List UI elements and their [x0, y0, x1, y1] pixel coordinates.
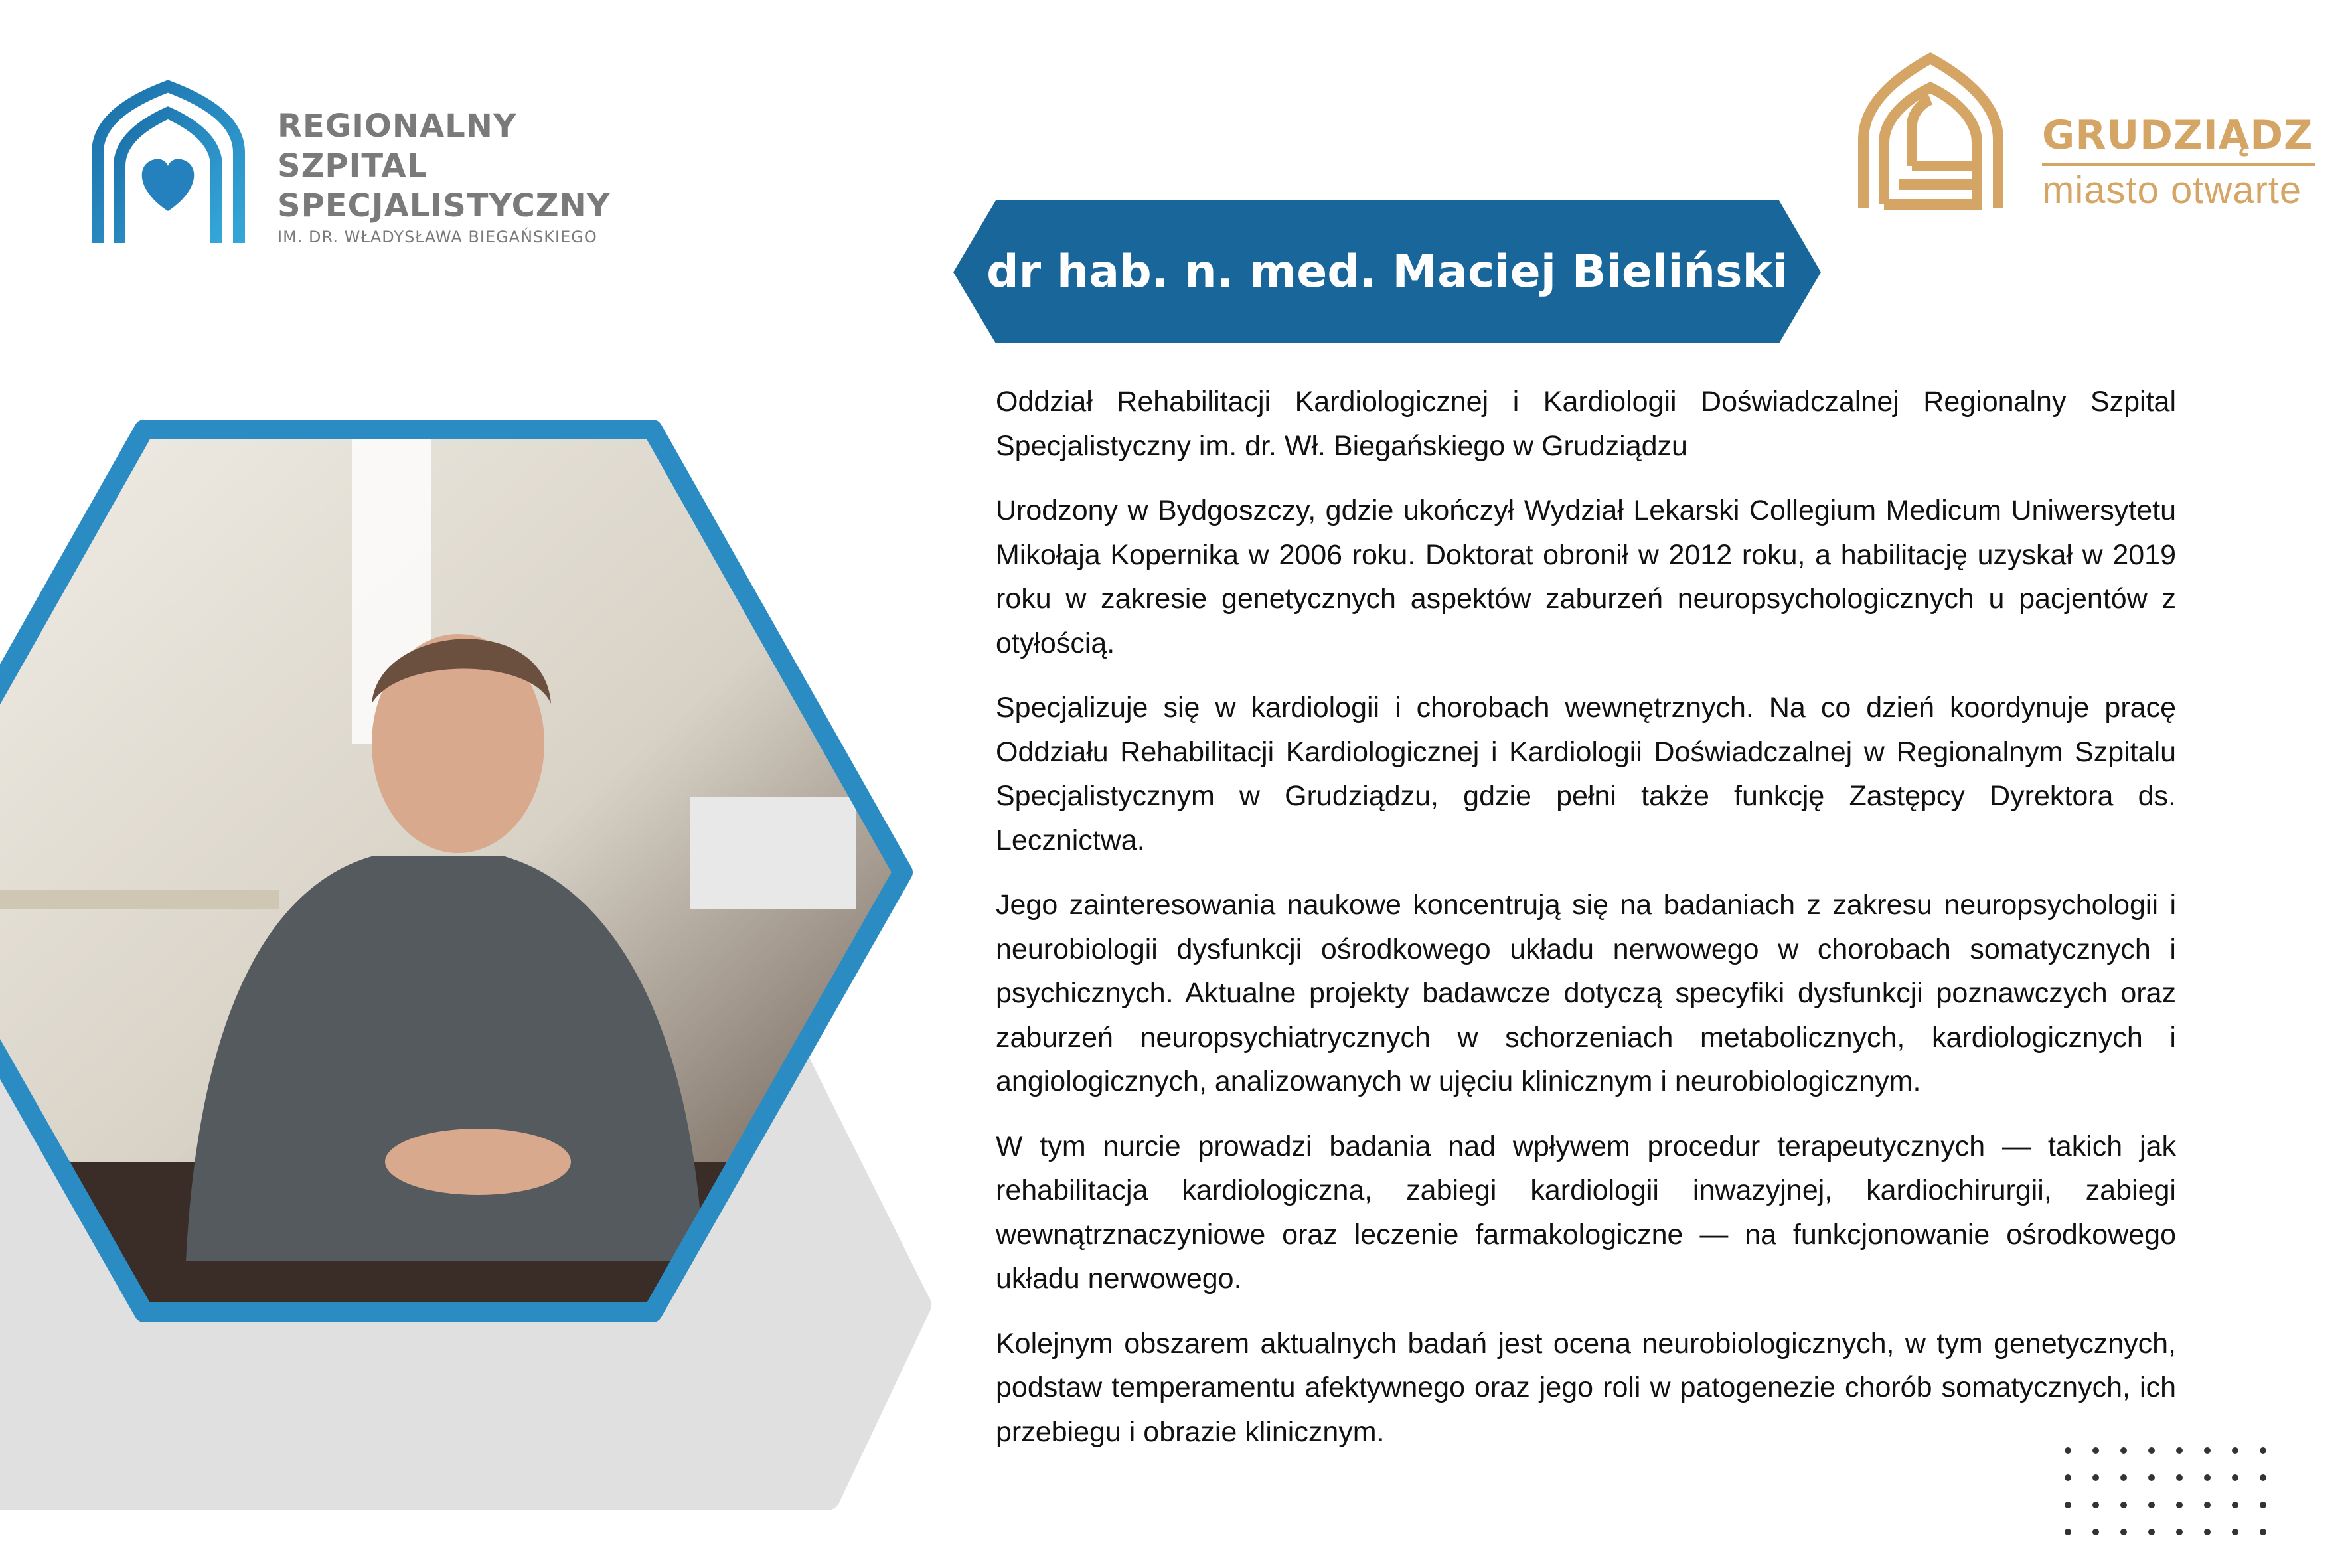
city-logo-icon [1863, 58, 1998, 208]
dot [2260, 1447, 2266, 1454]
hospital-logo-text [277, 106, 611, 248]
bio-paragraph: Kolejnym obszarem aktualnych badań jest ocena neurobiologicznych, w tym genetycznych, podstaw temperamentu afektywnego oraz jego roli w patogenezie chorób somatycznych, ich przebiegu i obrazie klinicznym. [996, 1327, 2176, 1448]
bio-paragraph: Oddział Rehabilitacji Kardiologicznej i Kardiologii Doświadczalnej Regionalny Szpital Specjalistyczny im. dr. Wł. Biegańskiego w Grudziądzu [996, 386, 2176, 462]
dot [2232, 1474, 2238, 1481]
page-title: dr hab. n. med. Maciej Bieliński [986, 246, 1788, 298]
dot [2092, 1529, 2099, 1535]
dot [2176, 1447, 2183, 1454]
dot [2148, 1502, 2155, 1508]
dot [2204, 1502, 2211, 1508]
hospital-logo-line3: SPECJALISTYCZNY [277, 187, 611, 224]
dot [2204, 1474, 2211, 1481]
dot [2204, 1447, 2211, 1454]
dot [2148, 1474, 2155, 1481]
hospital-logo-line1: REGIONALNY [277, 108, 517, 145]
city-logo-divider [2042, 163, 2315, 166]
dot [2176, 1474, 2183, 1481]
dot [2092, 1502, 2099, 1508]
dot [2092, 1474, 2099, 1481]
dot [2120, 1529, 2127, 1535]
dot [2260, 1502, 2266, 1508]
dot [2065, 1502, 2071, 1508]
city-logo-text [2042, 110, 2315, 211]
dot [2232, 1447, 2238, 1454]
dot [2148, 1529, 2155, 1535]
dot [2120, 1502, 2127, 1508]
dot [2204, 1529, 2211, 1535]
biography [996, 380, 2176, 1474]
dot [2120, 1474, 2127, 1481]
bio-paragraph: Jego zainteresowania naukowe koncentrują się na badaniach z zakresu neuropsychologii i neurobiologii dysfunkcji ośrodkowego układu nerwowego w chorobach somatycznych i psychicznych. Aktualne projekty badawcze dotyczą specyfiki dysfunkcji poznawczych oraz zaburzeń neuropsychiatrycznych w schorzeniach metabolicznych, kardiologicznych i angiologicznych, analizowanych w ujęciu klinicznym i neurobiologicznym. [996, 889, 2176, 1097]
dot [2232, 1502, 2238, 1508]
city-logo-name: GRUDZIĄDZ [2042, 112, 2313, 159]
dot [2065, 1474, 2071, 1481]
dot [2232, 1529, 2238, 1535]
bio-paragraph: Specjalizuje się w kardiologii i chorobach wewnętrznych. Na co dzień koordynuje pracę Oddziału Rehabilitacji Kardiologicznej i Kardiologii Doświadczalnej w Regionalnym Szpitalu Specjalistycznym w Grudziądzu, gdzie pełni także funkcję Zastępcy Dyrektora ds. Lecznictwa. [996, 692, 2176, 856]
dot [2260, 1529, 2266, 1535]
hospital-logo-line2: SZPITAL [277, 147, 428, 185]
hospital-logo-icon [98, 86, 239, 243]
dot [2176, 1502, 2183, 1508]
dot [2065, 1529, 2071, 1535]
heart-icon [142, 159, 195, 211]
hospital-logo-line4: IM. DR. WŁADYSŁAWA BIEGAŃSKIEGO [277, 228, 597, 246]
bio-paragraph: W tym nurcie prowadzi badania nad wpływem procedur terapeutycznych — takich jak rehabilitacja kardiologiczna, zabiegi kardiologii inwazyjnej, kardiochirurgii, zabiegi wewnątrznaczyniowe oraz leczenie farmakologiczne — na funkcjonowanie ośrodkowego układu nerwowego. [996, 1130, 2176, 1294]
city-logo-motto: miasto otwarte [2042, 169, 2302, 212]
bio-paragraph: Urodzony w Bydgoszczy, gdzie ukończył Wydział Lekarski Collegium Medicum Uniwersytetu Mikołaja Kopernika w 2006 roku. Doktorat obronił w 2012 roku, a habilitację uzyskał w 2019 roku w zakresie genetycznych aspektów zaburzeń neuropsychologicznych u pacjentów z otyłością. [996, 495, 2176, 659]
dot [2260, 1474, 2266, 1481]
dot [2176, 1529, 2183, 1535]
